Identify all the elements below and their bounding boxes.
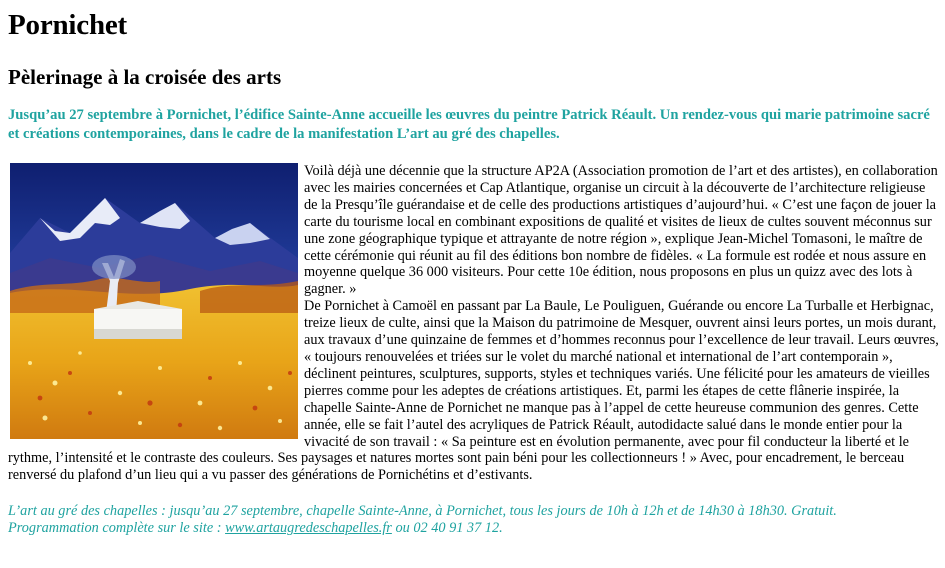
painting-image: [10, 163, 298, 439]
article-page: [8, 0, 940, 537]
website-link[interactable]: www.artaugredeschapelles.fr: [225, 520, 392, 537]
paragraph-1: Voilà déjà une décennie que la structure AP2A (Association promotion de l’art et des artistes), en collaboration avec les mairies concernées et Cap Atlantique, organise un circuit à la découverte de l’architecture religieuse de la Presqu’île guérandaise et de celle des productions artistiques d’aujourd’hui. « C’est une façon de jouer la carte du tourisme local en combinant expositions de qualité et visites de lieux de cultes souvent méconnus sur une zone géographique typique et attrayante de notre région », explique Jean-Michel Tomasoni, le maître de cette cérémonie qui réunit au fil des éditions bon nombre de fidèles. « La formule est rodée et nous assure en moyenne quelque 36 000 visiteurs. Pour cette 10e édition, nous proposons en plus un quizz avec des lots à gagner. »: [304, 163, 938, 298]
article-body: [8, 163, 940, 537]
program-line: [8, 520, 940, 537]
event-info: L’art au gré des chapelles : jusqu’au 27 septembre, chapelle Sainte-Anne, à Pornichet, tous les jours de 10h à 12h et de 14h30 à 18h30. Gratuit.: [8, 503, 837, 520]
article-title: Pèlerinage à la croisée des arts: [8, 65, 282, 89]
article-lead: Jusqu’au 27 septembre à Pornichet, l’édifice Sainte-Anne accueille les œuvres du peintre Patrick Réault. Un rendez-vous qui marie patrimoine sacré et créations contemporaines, dans le cadre de la manifestation L’art au gré des chapelles.: [8, 107, 930, 142]
city-heading: Pornichet: [8, 9, 128, 41]
article-footer: [8, 503, 940, 537]
paragraph-2: De Pornichet à Camoël en passant par La Baule, Le Pouliguen, Guérande ou encore La Turballe et Herbignac, treize lieux de culte, ainsi que la Maison du patrimoine de Mesquer, ouvrent ainsi leurs portes, un mois durant, aux travaux d’une quinzaine de femmes et d’hommes reconnus pour l’excellence de leur travail. Leurs œuvres, « toujours renouvelées et triées sur le volet du marché national et international de l’art contemporain », déclinent peintures, sculptures, supports, styles et techniques variés. Une félicité pour les amateurs de vieilles pierres comme pour les adeptes de créations artistiques. Et, parmi les étapes de cette flânerie inspirée, la chapelle Sainte-Anne de Pornichet ne manque pas à l’appel de cette heureuse communion des genres. Cette année, elle se fait l’autel des acryliques de Patrick Réault, autodidacte salué dans le monde entier pour la vivacité de son travail : « Sa peinture est en évolution permanente, avec pour fil conducteur la liberté et le rythme, l’intensité et le contraste des couleurs. Ses paysages et natures mortes sont pain béni pour les collectionneurs ! » Avec, pour encadrement, le berceau renversé du plafond d’un lieu qui a vu passer des générations de Pornichétins et d’estivants.: [8, 298, 939, 484]
phone-text: ou 02 40 91 37 12.: [391, 520, 503, 537]
program-prefix: Programmation complète sur le site :: [8, 520, 226, 537]
